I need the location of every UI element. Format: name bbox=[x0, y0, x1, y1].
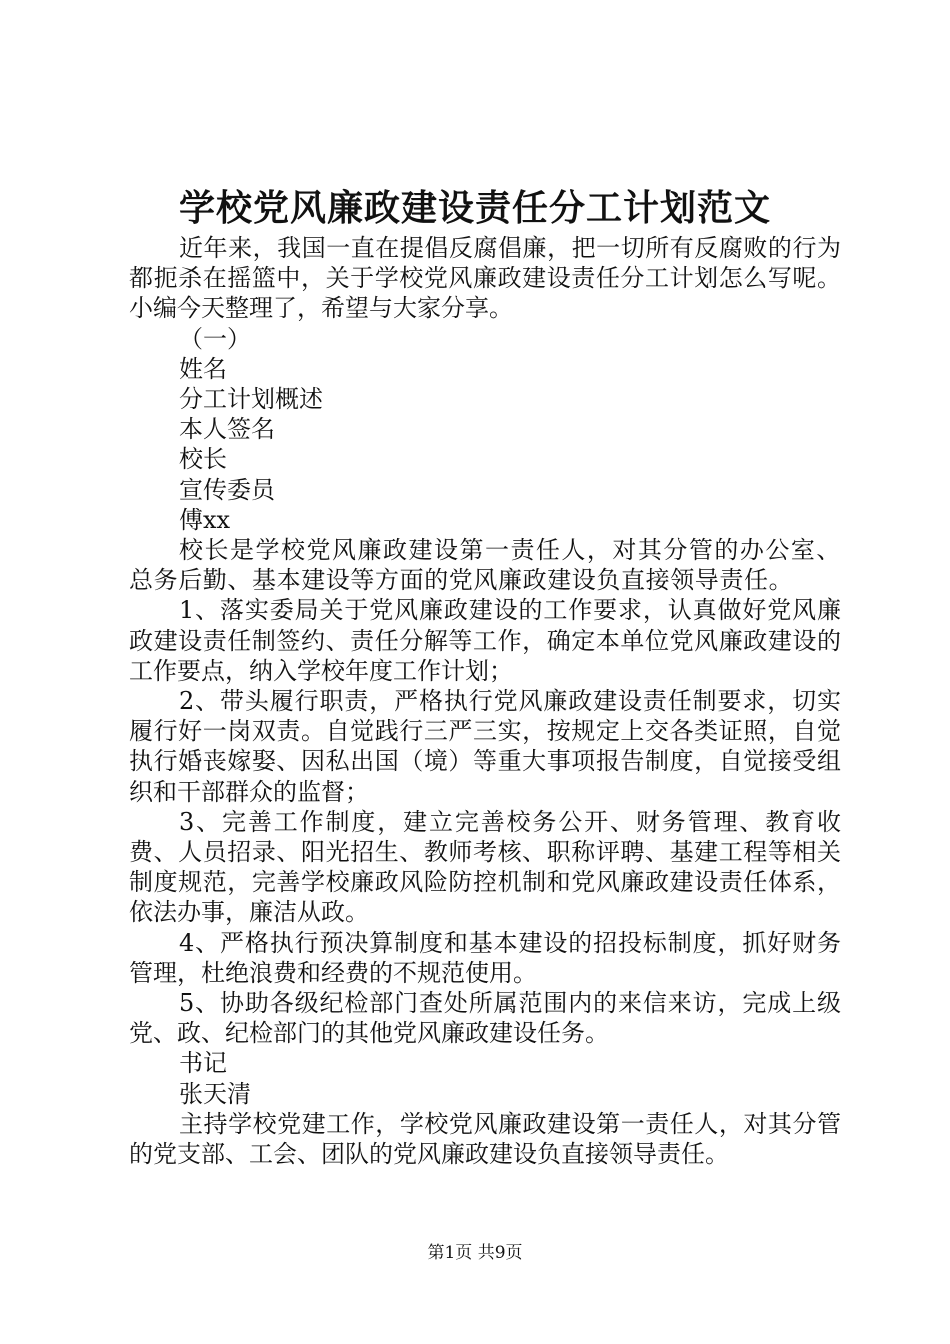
principal-duty-paragraph: 校长是学校党风廉政建设第一责任人，对其分管的办公室、总务后勤、基本建设等方面的党风廉政建设负直接领导责任。 bbox=[129, 536, 841, 595]
table-label-signature: 本人签名 bbox=[179, 415, 275, 444]
principal-item-3: 3、完善工作制度，建立完善校务公开、财务管理、教育收费、人员招录、阳光招生、教师考核、职称评聘、基建工程等相关制度规范，完善学校廉政风险防控机制和党风廉政建设责任体系，依法办事，廉洁从政。 bbox=[129, 807, 841, 927]
principal-item-5: 5、协助各级纪检部门查处所属范围内的来信来访，完成上级党、政、纪检部门的其他党风廉政建设任务。 bbox=[129, 989, 841, 1048]
page-footer: 第1页 共9页 bbox=[427, 1243, 523, 1263]
page-title: 学校党风廉政建设责任分工计划范文 bbox=[178, 187, 771, 229]
table-label-name: 姓名 bbox=[179, 354, 227, 383]
table-label-principal: 校长 bbox=[179, 445, 227, 474]
table-label-publicity: 宣传委员 bbox=[179, 475, 275, 504]
principal-item-2: 2、带头履行职责，严格执行党风廉政建设责任制要求，切实履行好一岗双责。自觉践行三严三实，按规定上交各类证照，自觉执行婚丧嫁娶、因私出国（境）等重大事项报告制度，自觉接受组织和干部群众的监督； bbox=[129, 687, 841, 806]
secretary-name: 张天清 bbox=[179, 1079, 251, 1108]
section-marker: （一） bbox=[179, 324, 251, 353]
secretary-role: 书记 bbox=[179, 1049, 227, 1078]
intro-paragraph: 近年来，我国一直在提倡反腐倡廉，把一切所有反腐败的行为都扼杀在摇篮中，关于学校党风廉政建设责任分工计划怎么写呢。小编今天整理了，希望与大家分享。 bbox=[129, 234, 841, 323]
principal-item-4: 4、严格执行预决算制度和基本建设的招投标制度，抓好财务管理，杜绝浪费和经费的不规范使用。 bbox=[129, 928, 841, 987]
table-label-person: 傅xx bbox=[179, 505, 231, 534]
document-body bbox=[129, 233, 841, 1169]
principal-item-1: 1、落实委局关于党风廉政建设的工作要求，认真做好党风廉政建设责任制签约、责任分解等工作，确定本单位党风廉政建设的工作要点，纳入学校年度工作计划； bbox=[129, 596, 841, 685]
secretary-duty-paragraph: 主持学校党建工作，学校党风廉政建设第一责任人，对其分管的党支部、工会、团队的党风廉政建设负直接领导责任。 bbox=[129, 1109, 841, 1169]
table-label-overview: 分工计划概述 bbox=[179, 385, 323, 414]
